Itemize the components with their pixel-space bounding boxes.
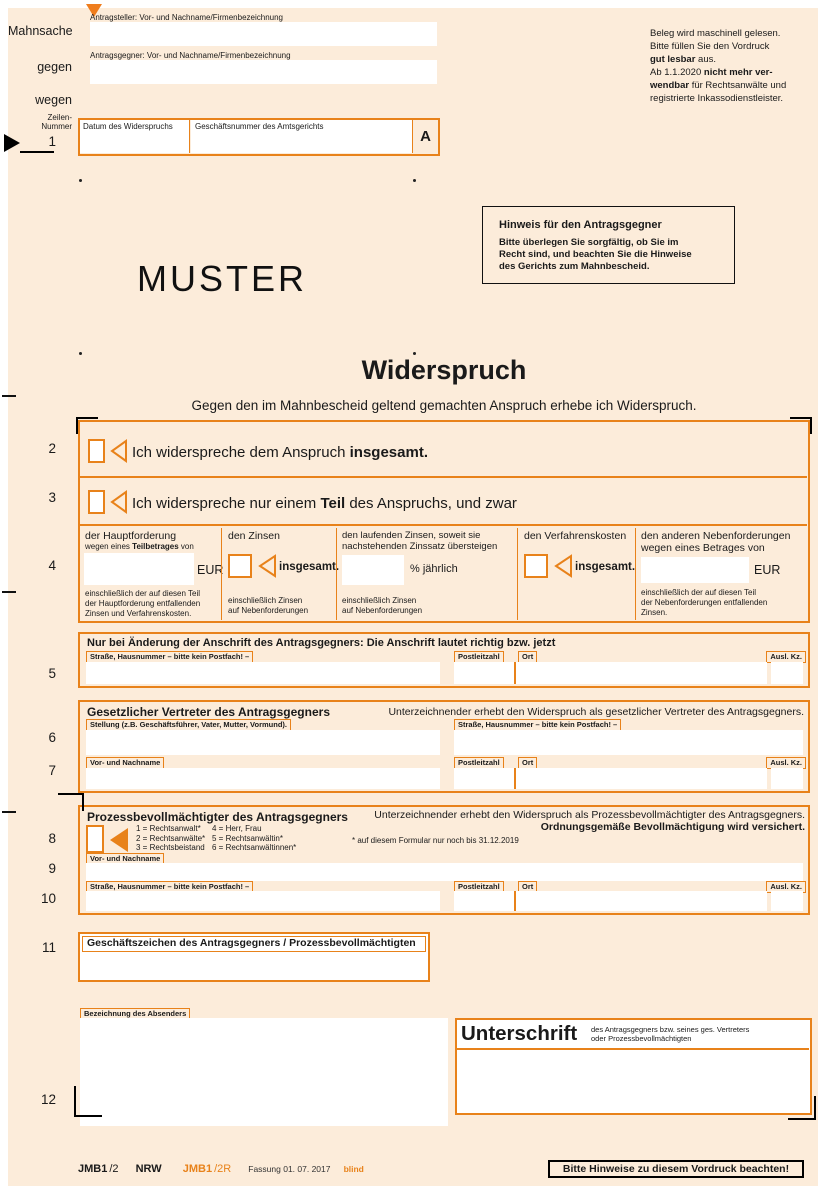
vertreter-note: Unterzeichnender erhebt den Widerspruch als gesetzlicher Vertreter des Antragsgegners.	[388, 706, 804, 718]
ort-label: Ort	[518, 757, 537, 769]
vertreter-strasse-field[interactable]	[454, 730, 803, 755]
antragsgegner-label: Antragsgegner: Vor- und Nachname/Firmenbezeichnung	[90, 51, 291, 60]
muster-watermark: MUSTER	[137, 258, 307, 299]
teil-checkbox[interactable]	[88, 490, 105, 514]
hinweis-box	[482, 206, 735, 284]
zeilen-nummer-label: Zeilen- Nummer	[41, 113, 72, 131]
vertreter-name-field[interactable]	[86, 768, 440, 789]
line-number-4: 4	[48, 558, 56, 573]
zinssatz-field[interactable]	[342, 555, 404, 585]
ausl-label: Ausl. Kz.	[766, 757, 806, 769]
ort-label: Ort	[518, 651, 537, 663]
prozess-footnote: * auf diesem Formular nur noch bis 31.12.2019	[352, 836, 519, 845]
margin-mark	[2, 811, 16, 813]
unterschrift-title: Unterschrift	[461, 1022, 578, 1045]
line-number-11: 11	[41, 940, 56, 955]
address-strasse-field[interactable]	[86, 662, 440, 684]
prozess-box	[78, 805, 810, 915]
vertreter-stellung-field[interactable]	[86, 730, 440, 755]
page-title: Widerspruch	[361, 355, 527, 385]
antragsteller-field[interactable]	[90, 22, 437, 46]
address-plz-field[interactable]	[454, 662, 514, 684]
geschaeftsnummer-field[interactable]	[191, 120, 412, 153]
geschaeftszeichen-field[interactable]	[82, 953, 425, 977]
col-nebenforderungen: den anderen Nebenforderungen wegen eines Betrages von EUR einschließlich der auf diesen Teil der Nebenforderungen entfallenden Zinsen.	[635, 528, 807, 620]
prozess-plz-field[interactable]	[454, 891, 514, 911]
col-zinsen: den Zinsen insgesamt. einschließlich Zinsen auf Nebenforderungen	[221, 528, 336, 620]
corner-mark	[788, 1096, 816, 1120]
col-laufende-zinsen: den laufenden Zinsen, soweit sie nachstehenden Zinssatz übersteigen % jährlich einschließlich Zinsen auf Nebenforderungen	[336, 528, 517, 620]
corner-mark	[76, 417, 98, 434]
plz-label: Postleitzahl	[454, 881, 504, 893]
line-number-3: 3	[48, 490, 56, 505]
plz-label: Postleitzahl	[454, 651, 504, 663]
vertreter-title: Gesetzlicher Vertreter des Antragsgegners	[87, 705, 330, 719]
line-number-12: 12	[40, 1092, 56, 1107]
form-code-reverse: JMB1	[182, 1163, 213, 1175]
strasse-label: Straße, Hausnummer – bitte kein Postfach! –	[454, 719, 621, 731]
prozess-name-field[interactable]	[86, 863, 803, 881]
corner-mark	[58, 793, 84, 811]
absender-field[interactable]	[80, 1018, 448, 1126]
geschaeftszeichen-label: Geschäftszeichen des Antragsgegners / Prozessbevollmächtigten	[82, 936, 426, 952]
datum-widerspruch-label: Datum des Widerspruchs	[83, 122, 173, 131]
machine-notice: Beleg wird maschinell gelesen. Bitte füllen Sie den Vordruck gut lesbar aus. Ab 1.1.2020 nicht mehr ver- wendbar für Rechtsanwälte und registrierte Inkassodienstleister.	[650, 28, 787, 104]
address-ausl-field[interactable]	[771, 662, 803, 684]
row3-text: Ich widerspreche nur einem	[132, 495, 321, 512]
registration-dot	[79, 179, 82, 182]
version-label: Fassung 01. 07. 2017	[248, 1164, 331, 1174]
line-number-6: 6	[48, 730, 56, 745]
corner-mark	[790, 417, 812, 434]
vertreter-ort-field[interactable]	[516, 768, 767, 789]
zinsen-checkbox[interactable]	[228, 554, 252, 578]
objection-row-insgesamt: Ich widerspreche dem Anspruch insgesamt.	[80, 422, 807, 478]
col4-title: den Verfahrenskosten	[524, 530, 627, 542]
margin-mark	[2, 591, 16, 593]
ausl-label: Ausl. Kz.	[766, 651, 806, 663]
col1-unit: EUR	[197, 563, 224, 577]
col1-title: der Hauptforderung	[85, 530, 177, 542]
address-change-box	[78, 632, 810, 688]
stellung-label: Stellung (z.B. Geschäftsführer, Vater, Mutter, Vormund).	[86, 719, 291, 731]
form-code: JMB1	[78, 1163, 108, 1175]
checkbox-pointer-filled-icon	[108, 827, 130, 853]
address-ort-field[interactable]	[516, 662, 767, 684]
strasse-label: Straße, Hausnummer – bitte kein Postfach! –	[86, 651, 253, 663]
footer-notice: Bitte Hinweise zu diesem Vordruck beachten!	[548, 1160, 804, 1178]
wegen-label: wegen	[35, 93, 72, 107]
ort-label: Ort	[518, 881, 537, 893]
name-label: Vor- und Nachname	[86, 853, 164, 865]
col-hauptforderung: der Hauptforderung wegen eines Teilbetrages von EUR einschließlich der auf diesen Teil der Hauptforderung entfallenden Zinsen und Verfahrenskosten.	[85, 530, 224, 618]
objection-row-details	[80, 528, 807, 620]
col2-label: insgesamt.	[279, 561, 340, 573]
line-number-7: 7	[48, 763, 56, 778]
a-marker: A	[412, 120, 438, 153]
mahnsache-label: Mahnsache	[8, 24, 73, 38]
hinweis-body: Bitte überlegen Sie sorgfältig, ob Sie im Recht sind, und beachten Sie die Hinweise des Gerichts zum Mahnbescheid.	[499, 237, 692, 272]
prozess-codes-b: 4 = Herr, Frau 5 = Rechtsanwältin* 6 = Rechtsanwältinnen*	[212, 824, 297, 852]
ausl-label: Ausl. Kz.	[766, 881, 806, 893]
col2-title: den Zinsen	[228, 530, 280, 542]
page-subtitle: Gegen den im Mahnbescheid geltend gemachten Anspruch erhebe ich Widerspruch.	[191, 398, 697, 413]
datum-widerspruch-field[interactable]	[80, 120, 190, 153]
line-number-10: 10	[40, 891, 56, 906]
address-header: Nur bei Änderung der Anschrift des Antragsgegners: Die Anschrift lautet richtig bzw. jetzt	[87, 637, 556, 649]
verfahrenskosten-checkbox[interactable]	[524, 554, 548, 578]
corner-mark	[74, 1086, 102, 1117]
unterschrift-header	[457, 1020, 809, 1050]
checkbox-pointer-icon	[553, 554, 573, 578]
hauptforderung-betrag-field[interactable]	[84, 553, 194, 585]
vertreter-plz-field[interactable]	[454, 768, 514, 789]
prozess-ort-field[interactable]	[516, 891, 767, 911]
line-number-5: 5	[48, 666, 56, 681]
strasse-label: Straße, Hausnummer – bitte kein Postfach! –	[86, 881, 253, 893]
row2-text: Ich widerspreche dem Anspruch	[132, 444, 350, 461]
margin-mark	[2, 395, 16, 397]
region-code: NRW	[135, 1163, 162, 1175]
line-number-9: 9	[48, 861, 56, 876]
unterschrift-subtitle: des Antragsgegners bzw. seines ges. Vertreters oder Prozessbevollmächtigten	[591, 1025, 750, 1043]
objection-box	[78, 420, 810, 623]
checkbox-pointer-icon	[110, 439, 128, 463]
geschaeftszeichen-box	[78, 932, 430, 982]
prozess-codes-a: 1 = Rechtsanwalt* 2 = Rechtsanwälte* 3 = Rechtsbeistand	[136, 824, 206, 852]
nebenforderung-betrag-field[interactable]	[641, 557, 749, 583]
vertreter-ausl-field[interactable]	[771, 768, 803, 789]
col5-title: den anderen Nebenforderungen	[641, 530, 791, 542]
name-label: Vor- und Nachname	[86, 757, 164, 769]
hinweis-title: Hinweis für den Antragsgegner	[499, 219, 662, 231]
prozess-title: Prozessbevollmächtigter des Antragsgegners	[87, 810, 348, 824]
antragsgegner-field[interactable]	[90, 60, 437, 84]
row1-box	[78, 118, 440, 156]
col-verfahrenskosten	[517, 528, 635, 620]
blind-label: blind	[343, 1164, 364, 1174]
footer-codes: JMB1 /2 NRW JMB1 /2R Fassung 01. 07. 2017 blind	[78, 1163, 364, 1175]
absender-label: Bezeichnung des Absenders	[80, 1008, 190, 1020]
line-number-2: 2	[48, 441, 56, 456]
unterschrift-box[interactable]	[455, 1018, 812, 1115]
line-number-1: 1	[48, 134, 56, 149]
prozess-code-checkbox[interactable]	[86, 825, 104, 853]
checkbox-pointer-icon	[110, 490, 128, 514]
row-pointer-line	[20, 151, 54, 153]
col3-title: den laufenden Zinsen, soweit sie	[342, 530, 481, 541]
prozess-strasse-field[interactable]	[86, 891, 440, 911]
plz-label: Postleitzahl	[454, 757, 504, 769]
prozess-note1: Unterzeichnender erhebt den Widerspruch als Prozessbevollmächtigter des Antragsgegners.	[374, 809, 805, 821]
col5-unit: EUR	[754, 563, 781, 577]
registration-dot	[413, 179, 416, 182]
gegen-label: gegen	[37, 60, 72, 74]
insgesamt-checkbox[interactable]	[88, 439, 105, 463]
vertreter-box	[78, 700, 810, 793]
col4-label: insgesamt.	[575, 561, 636, 573]
line-number-8: 8	[48, 831, 56, 846]
objection-row-teil: Ich widerspreche nur einem Teil des Anspruchs, und zwar	[80, 480, 807, 526]
geschaeftsnummer-label: Geschäftsnummer des Amtsgerichts	[195, 122, 324, 131]
prozess-ausl-field[interactable]	[771, 891, 803, 911]
antragsteller-label: Antragsteller: Vor- und Nachname/Firmenbezeichnung	[90, 13, 283, 22]
prozess-note2: Ordnungsgemäße Bevollmächtigung wird versichert.	[540, 821, 805, 833]
checkbox-pointer-icon	[257, 554, 277, 578]
col3-unit: % jährlich	[410, 563, 458, 575]
